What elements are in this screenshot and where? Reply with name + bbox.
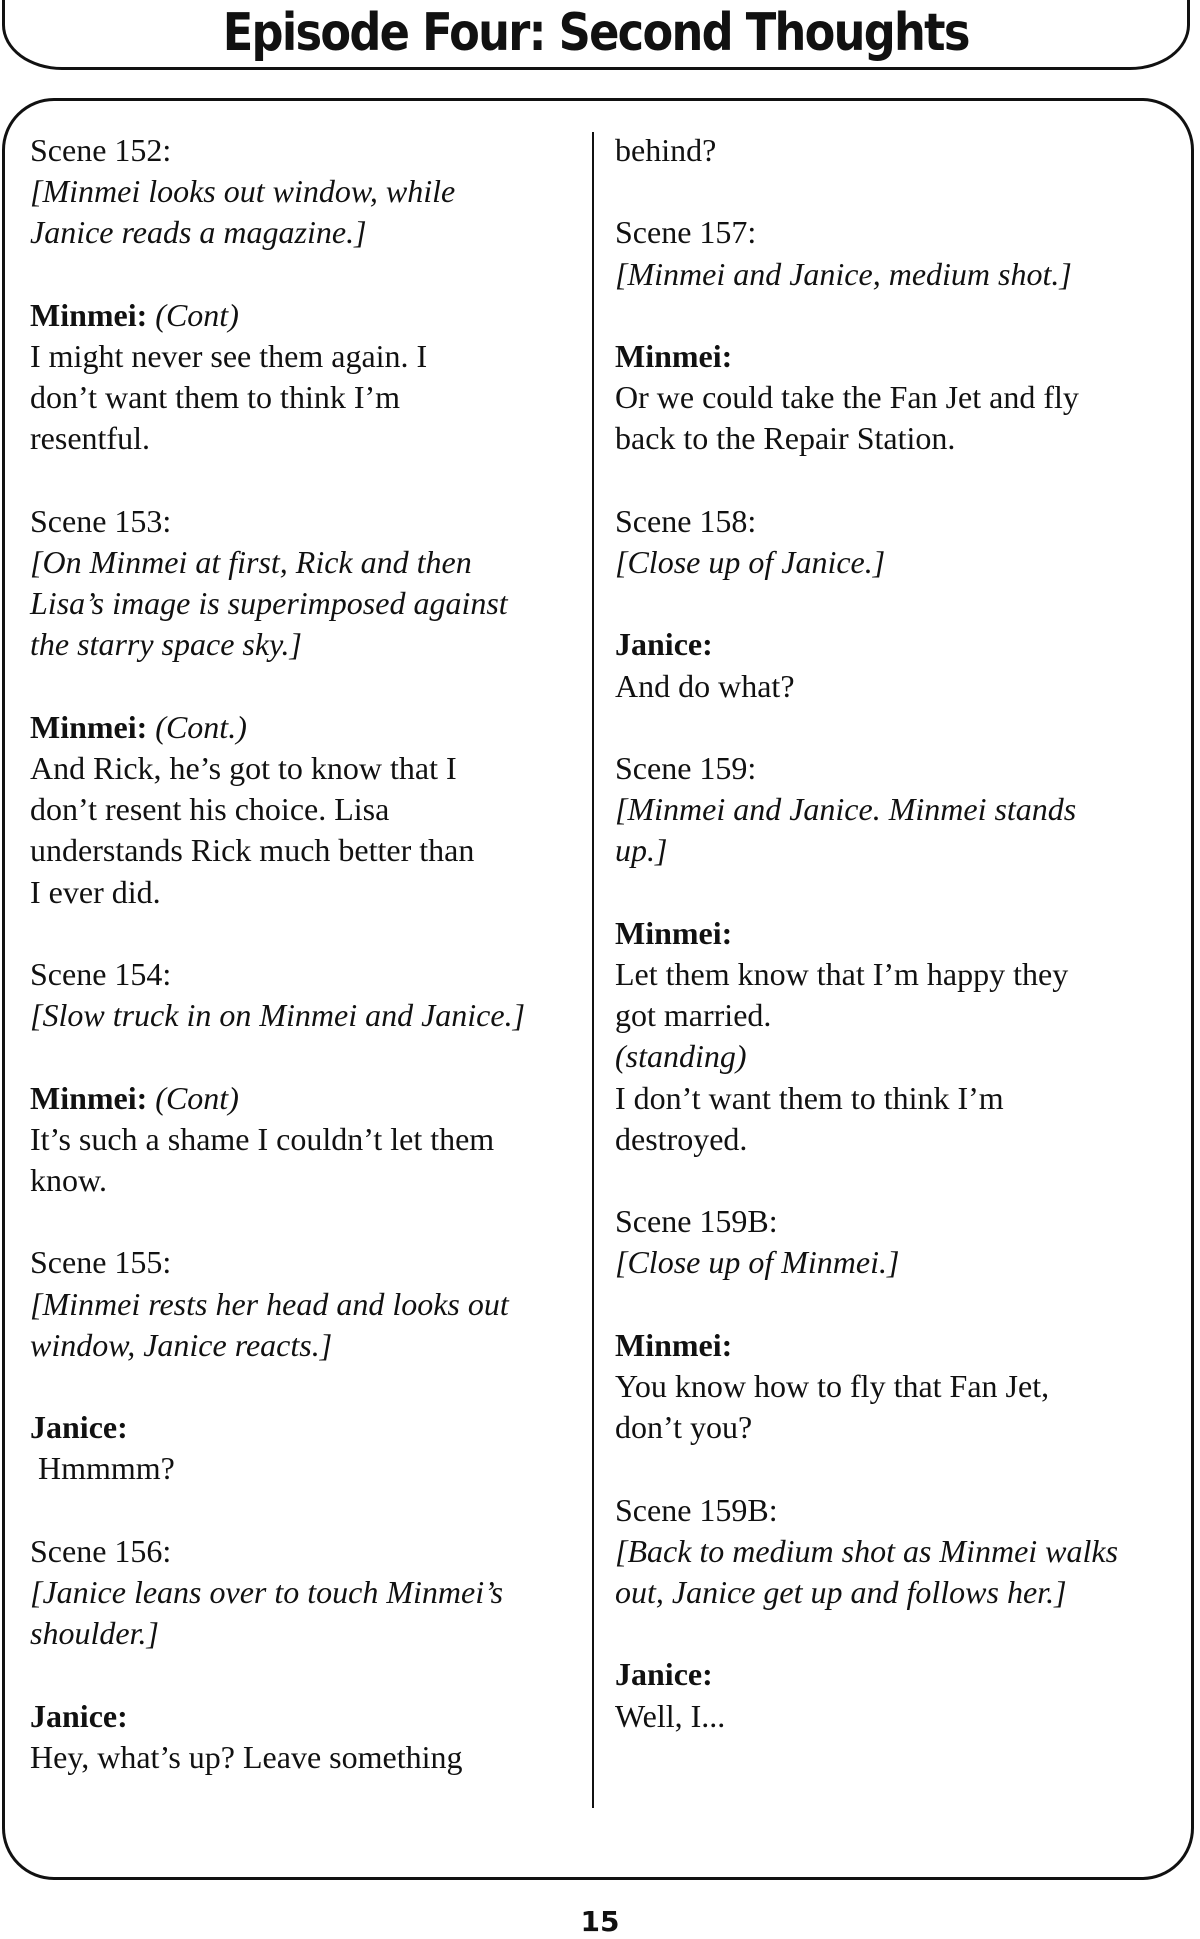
parenthetical: (Cont) xyxy=(155,296,239,333)
speaker-line xyxy=(30,295,588,336)
scene-block xyxy=(30,1242,588,1366)
stage-direction: window, Janice reacts.] xyxy=(30,1326,333,1363)
dialogue-block xyxy=(30,707,588,913)
dialogue-line: Let them know that I’m happy they xyxy=(615,955,1069,992)
speaker-line xyxy=(615,1654,1185,1695)
scene-heading: Scene 156: xyxy=(30,1532,172,1569)
dialogue-block xyxy=(615,1325,1185,1449)
dialogue-block xyxy=(615,624,1185,706)
dialogue-line: Well, I... xyxy=(615,1697,726,1734)
stage-direction: [Minmei and Janice. Minmei stands xyxy=(615,791,1077,828)
stage-direction: [Slow truck in on Minmei and Janice.] xyxy=(30,997,526,1034)
speaker-name: Minmei: xyxy=(30,296,148,333)
speaker-line xyxy=(615,913,1185,954)
scene-block xyxy=(615,748,1185,872)
parenthetical: (standing) xyxy=(615,1038,747,1075)
column-divider xyxy=(592,132,594,1808)
scene-block xyxy=(30,130,588,254)
scene-block xyxy=(615,1490,1185,1614)
scene-heading: Scene 157: xyxy=(615,214,757,251)
scene-block xyxy=(615,501,1185,583)
scene-heading: Scene 155: xyxy=(30,1244,172,1281)
speaker-name: Minmei: xyxy=(30,1079,148,1116)
dialogue-block xyxy=(30,1696,588,1778)
dialogue-block xyxy=(30,1078,588,1202)
dialogue-block xyxy=(30,1407,588,1489)
left-column xyxy=(30,130,588,1819)
page-title: Episode Four: Second Thoughts xyxy=(223,3,969,63)
stage-direction: the starry space sky.] xyxy=(30,626,302,663)
speaker-name: Minmei: xyxy=(30,708,148,745)
stage-direction: [Close up of Minmei.] xyxy=(615,1244,900,1281)
scene-heading: Scene 152: xyxy=(30,132,172,168)
title-banner xyxy=(2,0,1190,70)
stage-direction: shoulder.] xyxy=(30,1615,159,1652)
scene-block xyxy=(615,212,1185,294)
scene-block xyxy=(30,501,588,666)
stage-direction: up.] xyxy=(615,832,668,869)
scene-heading: Scene 159: xyxy=(615,749,757,786)
stage-direction: [Minmei looks out window, while xyxy=(30,173,456,210)
dialogue-line: Or we could take the Fan Jet and fly xyxy=(615,379,1079,416)
stage-direction: [Back to medium shot as Minmei walks xyxy=(615,1532,1119,1569)
speaker-name: Janice: xyxy=(615,626,713,663)
dialogue-line: It’s such a shame I couldn’t let them xyxy=(30,1120,495,1157)
dialogue-line: I might never see them again. I xyxy=(30,338,428,374)
dialogue-line: You know how to fly that Fan Jet, xyxy=(615,1367,1050,1404)
scene-block xyxy=(30,954,588,1036)
speaker-line xyxy=(30,1696,588,1737)
speaker-name: Janice: xyxy=(30,1697,128,1734)
speaker-name: Janice: xyxy=(30,1409,128,1446)
stage-direction: out, Janice get up and follows her.] xyxy=(615,1573,1067,1610)
speaker-line xyxy=(30,1407,588,1448)
dialogue-block xyxy=(615,336,1185,460)
stage-direction: Lisa’s image is superimposed against xyxy=(30,585,508,622)
dialogue-block xyxy=(615,1654,1185,1736)
dialogue-line: behind? xyxy=(615,132,717,168)
dialogue-line: And do what? xyxy=(615,667,795,704)
scene-heading: Scene 159B: xyxy=(615,1203,778,1240)
dialogue-line: And Rick, he’s got to know that I xyxy=(30,750,457,786)
speaker-name: Minmei: xyxy=(615,1326,733,1363)
dialogue-line: I ever did. xyxy=(30,873,161,910)
dialogue-line: got married. xyxy=(615,997,772,1034)
stage-direction: Janice reads a magazine.] xyxy=(30,214,367,251)
scene-heading: Scene 159B: xyxy=(615,1491,778,1528)
dialogue-line: back to the Repair Station. xyxy=(615,420,956,457)
dialogue-line: understands Rick much better than xyxy=(30,832,475,869)
right-column xyxy=(615,130,1185,1778)
parenthetical: (Cont.) xyxy=(155,708,247,745)
speaker-line xyxy=(30,1078,588,1119)
speaker-name: Minmei: xyxy=(615,914,733,951)
stage-direction: [Close up of Janice.] xyxy=(615,543,886,580)
page-number: 15 xyxy=(580,1905,620,1938)
scene-heading: Scene 154: xyxy=(30,956,172,992)
speaker-line xyxy=(615,1325,1185,1366)
dialogue-line: don’t resent his choice. Lisa xyxy=(30,791,390,828)
dialogue-line: I don’t want them to think I’m xyxy=(615,1079,1004,1116)
dialogue-line: don’t want them to think I’m xyxy=(30,379,401,416)
speaker-name: Minmei: xyxy=(615,337,733,374)
dialogue-line: know. xyxy=(30,1162,108,1198)
stage-direction: [Minmei and Janice, medium shot.] xyxy=(615,255,1072,292)
scene-block xyxy=(615,1201,1185,1283)
dialogue-block xyxy=(615,130,1185,171)
speaker-line xyxy=(615,336,1185,377)
speaker-line xyxy=(30,707,588,748)
dialogue-line: destroyed. xyxy=(615,1120,748,1157)
speaker-line xyxy=(615,624,1185,665)
scene-heading: Scene 153: xyxy=(30,502,172,539)
dialogue-line: resentful. xyxy=(30,420,150,457)
stage-direction: [Janice leans over to touch Minmei’s xyxy=(30,1573,504,1610)
dialogue-line: Hmmmm? xyxy=(30,1450,175,1487)
dialogue-block xyxy=(30,295,588,460)
dialogue-line: don’t you? xyxy=(615,1409,753,1446)
stage-direction: [On Minmei at first, Rick and then xyxy=(30,544,472,580)
scene-heading: Scene 158: xyxy=(615,502,757,539)
dialogue-block xyxy=(615,913,1185,1160)
scene-block xyxy=(30,1531,588,1655)
parenthetical: (Cont) xyxy=(155,1079,239,1116)
speaker-name: Janice: xyxy=(615,1656,713,1693)
dialogue-line: Hey, what’s up? Leave something xyxy=(30,1738,463,1775)
stage-direction: [Minmei rests her head and looks out xyxy=(30,1285,509,1322)
